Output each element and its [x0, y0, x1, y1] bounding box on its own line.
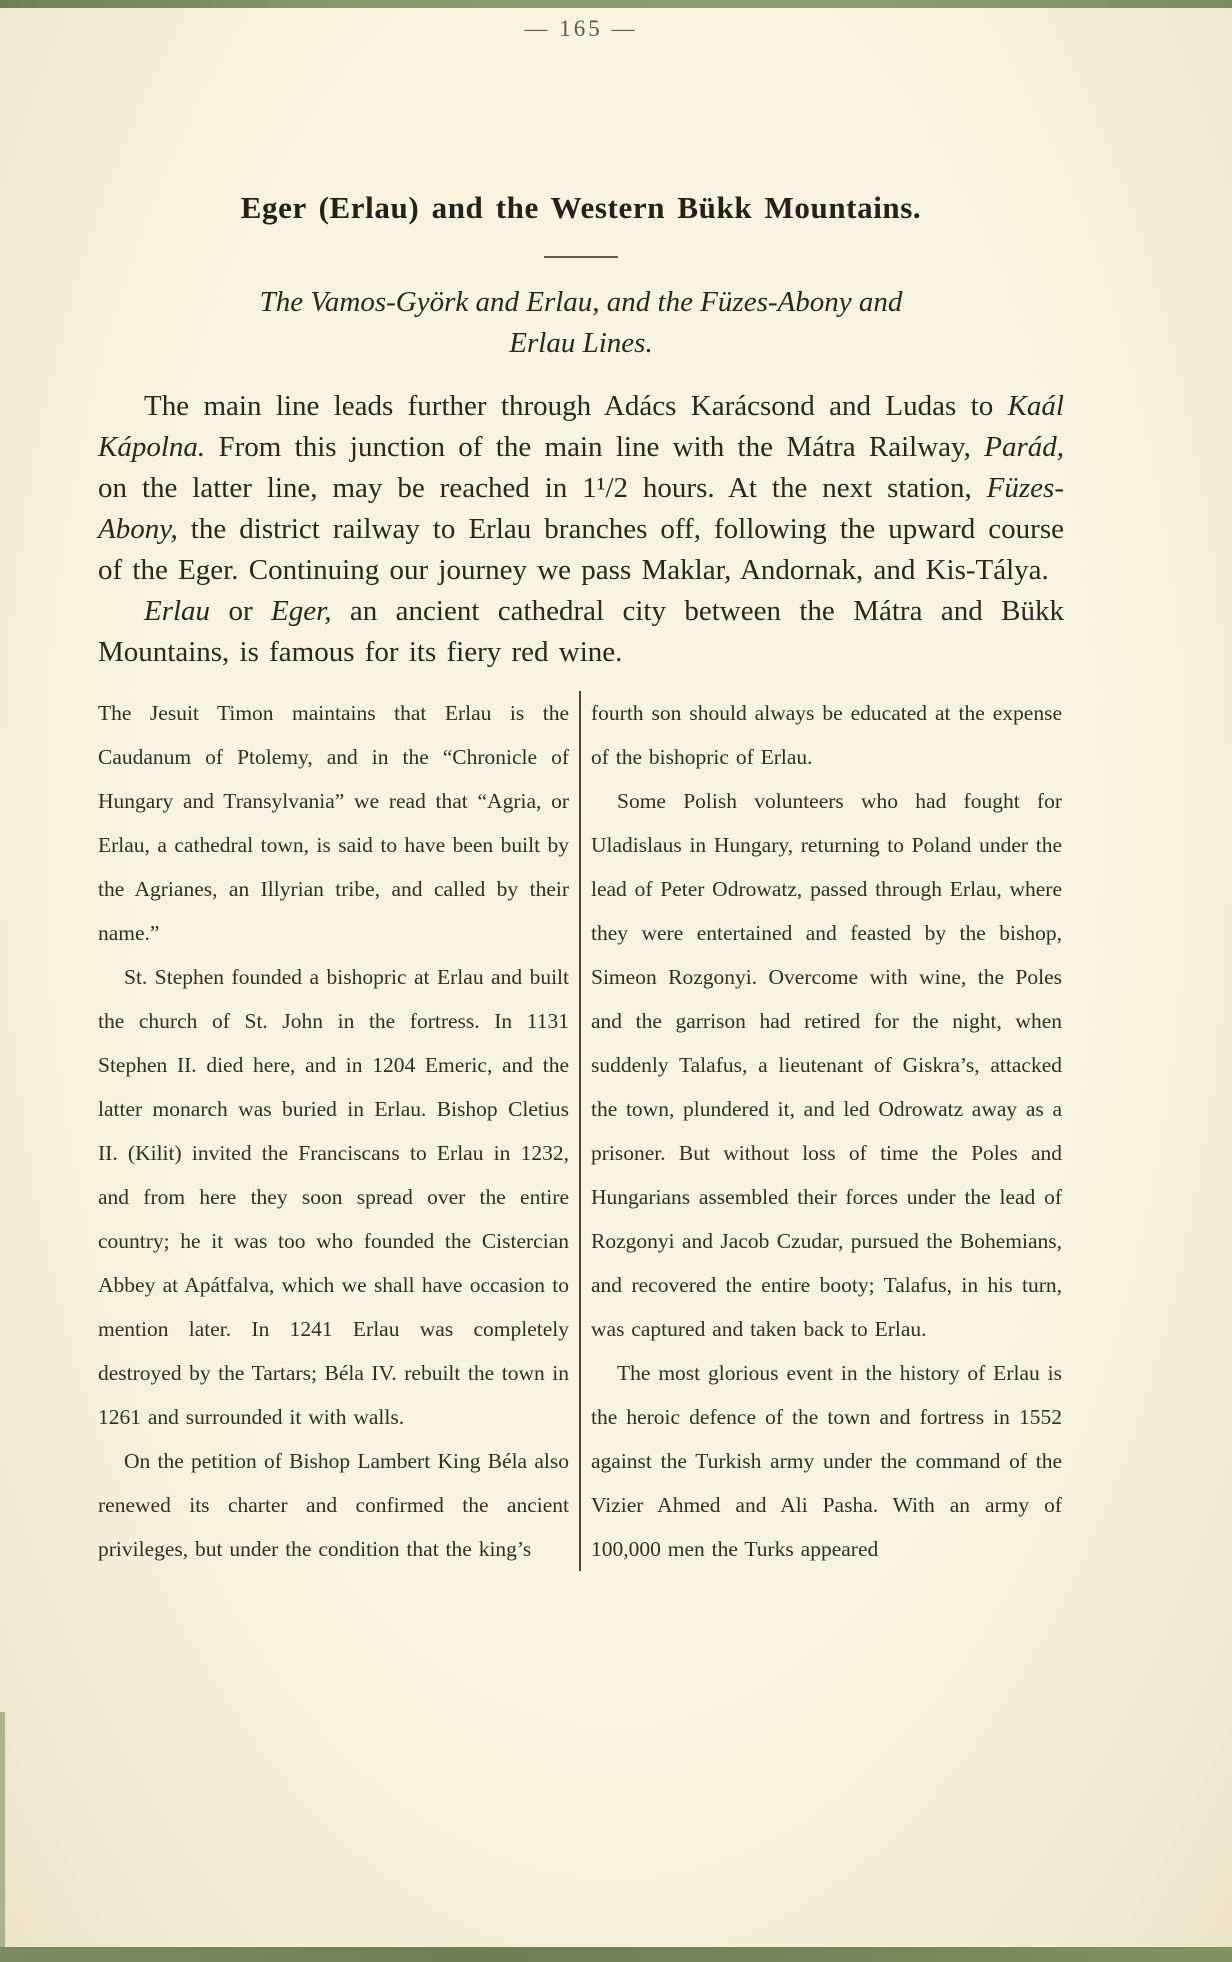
title-divider — [544, 256, 618, 258]
text-segment: From this junction of the main line with the Mátra Railway, — [205, 431, 985, 463]
page-edge-left — [0, 1712, 5, 1947]
page-edge-bottom — [0, 1947, 1232, 1962]
main-text-block — [98, 386, 1064, 673]
two-column-section — [98, 691, 1064, 1571]
text-segment: the district railway to Erlau branches off, following the upward course of the Eger. Continuing our journey we pass Maklar, Andornak, and Kis-Tálya. — [98, 513, 1064, 586]
text-segment: on the latter line, may be reached in 1¹/2 hours. At the next station, — [98, 472, 987, 504]
book-page — [98, 0, 1064, 1571]
column-left — [98, 691, 569, 1571]
column-paragraph: Some Polish volunteers who had fought for Uladislaus in Hungary, returning to Poland under the lead of Peter Odrowatz, passed through Erlau, where they were entertained and feasted by the bishop, Simeon Rozgonyi. Overcome with wine, the Poles and the garrison had retired for the night, when suddenly Talafus, a lieutenant of Giskra’s, attacked the town, plundered it, and led Odrowatz away as a prisoner. But without loss of time the Poles and Hungarians assembled their forces under the lead of Rozgonyi and Jacob Czudar, pursued the Bohemians, and recovered the entire booty; Talafus, in his turn, was captured and taken back to Erlau. — [591, 789, 1062, 1341]
column-right — [591, 691, 1062, 1571]
text-segment: an ancient cathedral city between the Mátra and Bükk Mountains, is famous for its fiery red wine. — [98, 595, 1064, 668]
text-segment-italic: Füzes-Abony, — [98, 472, 1064, 545]
column-paragraph: St. Stephen founded a bishopric at Erlau and built the church of St. John in the fortress. In 1131 Stephen II. died here, and in 1204 Emeric, and the latter monarch was buried in Erlau. Bishop Cletius II. (Kilit) invited the Franciscans to Erlau in 1232, and from here they soon spread over the entire country; he it was too who founded the Cistercian Abbey at Apátfalva, which we shall have occasion to mention later. In 1241 Erlau was completely destroyed by the Tartars; Béla IV. rebuilt the town in 1261 and surrounded it with walls. — [98, 965, 569, 1429]
main-paragraph-2 — [98, 591, 1064, 673]
main-paragraph-1 — [98, 386, 1064, 591]
subtitle-line-1: The Vamos-Györk and Erlau, and the Füzes-Abony and — [259, 286, 903, 318]
text-segment: The main line leads further through Adács Karácsond and Ludas to — [144, 390, 1008, 422]
column-paragraph: fourth son should always be educated at the expense of the bishopric of Erlau. — [591, 701, 1062, 769]
text-segment-italic: Kaál Kápolna. — [98, 390, 1064, 463]
text-segment-italic: Erlau — [144, 595, 211, 627]
text-segment-italic: Parád, — [984, 431, 1064, 463]
page-number: — 165 — — [524, 16, 638, 41]
subtitle-line-2: Erlau Lines. — [509, 327, 653, 359]
column-divider — [579, 691, 581, 1571]
text-segment: or — [210, 595, 272, 627]
section-subtitle — [98, 282, 1064, 364]
column-paragraph: On the petition of Bishop Lambert King Béla also renewed its charter and confirmed the ancient privileges, but under the condition that the king’s — [98, 1449, 569, 1561]
text-segment-italic: Eger, — [271, 595, 332, 627]
column-paragraph: The most glorious event in the history of Erlau is the heroic defence of the town and fortress in 1552 against the Turkish army under the command of the Vizier Ahmed and Ali Pasha. With an army of 100,000 men the Turks appeared — [591, 1361, 1062, 1561]
column-paragraph: The Jesuit Timon maintains that Erlau is the Caudanum of Ptolemy, and in the “Chronicle of Hungary and Transylvania” we read that “Agria, or Erlau, a cathedral town, is said to have been built by the Agrianes, an Illyrian tribe, and called by their name.” — [98, 701, 569, 945]
page-title: Eger (Erlau) and the Western Bükk Mountains. — [240, 190, 922, 225]
